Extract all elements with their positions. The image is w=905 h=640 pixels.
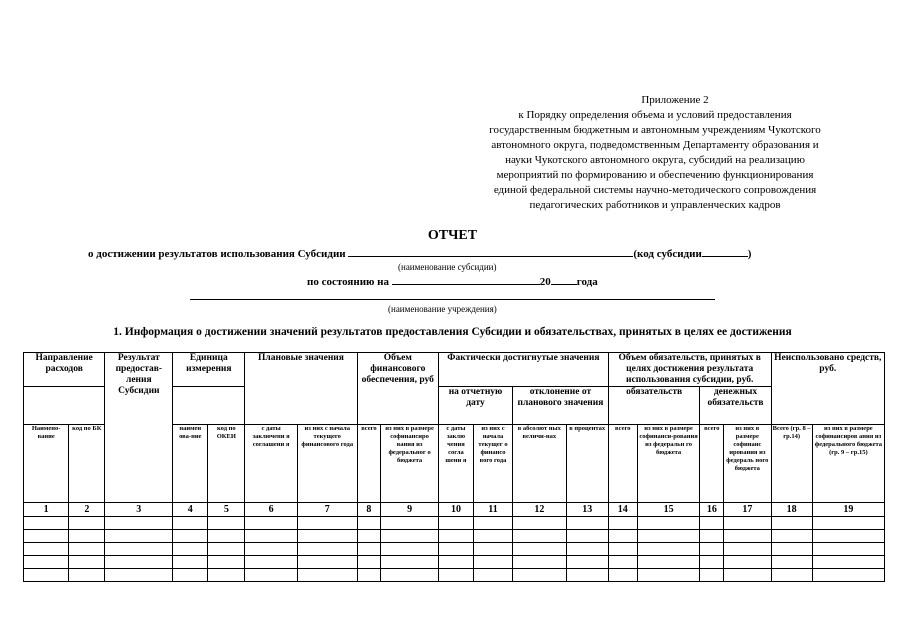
table-cell[interactable] (173, 569, 208, 582)
table-cell[interactable] (245, 556, 298, 569)
column-number: 5 (208, 503, 245, 517)
header-results: Результат предостав-ления Субсидии (105, 353, 173, 503)
header-obligations: Объем обязательств, принятых в целях достижения результата использования субсидии, руб. (608, 353, 771, 387)
header-planned: Плановые значения (245, 353, 357, 425)
subsidy-code-close: ) (747, 248, 752, 260)
subheader-cell: из них в размере софинанси-рования из федеральн го бюджета (637, 425, 700, 503)
institution-caption: (наименование учреждения) (388, 304, 497, 314)
report-date-line (307, 273, 598, 288)
column-number: 2 (69, 503, 105, 517)
appendix-block (440, 93, 870, 213)
table-cell[interactable] (24, 530, 69, 543)
table-cell[interactable] (245, 569, 298, 582)
table-row (24, 543, 885, 556)
appendix-line: науки Чукотского автономного округа, субсидий на реализацию (505, 154, 805, 166)
column-number: 8 (357, 503, 381, 517)
year-prefix: 20 (539, 276, 551, 288)
appendix-line: педагогических работников и управленческих кадров (529, 199, 781, 211)
section-title: 1. Информация о достижении значений результатов предоставления Субсидии и обязательствах, принятых в целях ее достижения (113, 326, 792, 338)
table-cell[interactable] (608, 543, 637, 556)
header-money: денежных обязательств (700, 387, 771, 425)
table-cell[interactable] (381, 530, 439, 543)
subheader-cell: с даты заклю чения согла шени я (438, 425, 473, 503)
table-cell[interactable] (357, 517, 381, 530)
table-cell[interactable] (608, 569, 637, 582)
table-cell[interactable] (297, 556, 357, 569)
table-cell[interactable] (566, 543, 608, 556)
table-cell[interactable] (513, 517, 567, 530)
subheader-cell: из них с начала текущего финансового года (297, 425, 357, 503)
column-number: 17 (724, 503, 771, 517)
subheader-cell: всего (700, 425, 724, 503)
table-cell[interactable] (438, 530, 473, 543)
table-cell[interactable] (513, 530, 567, 543)
table-cell[interactable] (173, 543, 208, 556)
table-cell[interactable] (700, 569, 724, 582)
subheader-cell: всего (357, 425, 381, 503)
institution-field[interactable] (190, 299, 715, 300)
table-cell[interactable] (438, 569, 473, 582)
table-cell[interactable] (473, 530, 512, 543)
header-at-date: на отчетную дату (438, 387, 512, 425)
table-cell[interactable] (24, 543, 69, 556)
table-cell[interactable] (637, 517, 700, 530)
subheader-cell: Всего (гр. 8 – гр.14) (771, 425, 812, 503)
table-cell[interactable] (700, 543, 724, 556)
column-number: 16 (700, 503, 724, 517)
table-cell[interactable] (105, 556, 173, 569)
table-cell[interactable] (208, 556, 245, 569)
table-cell[interactable] (771, 569, 812, 582)
appendix-title: Приложение 2 (641, 94, 709, 106)
column-number: 13 (566, 503, 608, 517)
header-unused: Неиспользовано средств, руб. (771, 353, 884, 425)
table-cell[interactable] (771, 543, 812, 556)
table-cell[interactable] (566, 517, 608, 530)
table-cell[interactable] (473, 569, 512, 582)
report-subsidy-line (88, 245, 751, 260)
table-cell[interactable] (69, 569, 105, 582)
table-cell[interactable] (608, 530, 637, 543)
data-rows (24, 517, 885, 582)
table-cell[interactable] (297, 530, 357, 543)
subheader-cell: из них в размере софинансиров ания из федерального бюджета (гр. 9 – гр.15) (812, 425, 884, 503)
table-cell[interactable] (608, 517, 637, 530)
table-cell[interactable] (566, 530, 608, 543)
table-cell[interactable] (24, 569, 69, 582)
table-cell[interactable] (173, 556, 208, 569)
subheader-cell: из них в размере софинанс ирования из федераль ного бюджета (724, 425, 771, 503)
table-cell[interactable] (812, 556, 884, 569)
column-number: 7 (297, 503, 357, 517)
header-actual: Фактически достигнутые значения (438, 353, 608, 387)
column-number: 11 (473, 503, 512, 517)
table-cell[interactable] (208, 569, 245, 582)
column-number: 3 (105, 503, 173, 517)
table-row (24, 517, 885, 530)
table-cell[interactable] (473, 517, 512, 530)
table-cell[interactable] (438, 517, 473, 530)
subheader-cell: наимен ова-ние (173, 425, 208, 503)
table-cell[interactable] (69, 556, 105, 569)
table-cell[interactable] (245, 543, 298, 556)
subheader-cell: в процентах (566, 425, 608, 503)
table-cell[interactable] (812, 569, 884, 582)
table-cell[interactable] (513, 543, 567, 556)
subsidy-label: о достижении результатов использования Субсидии (88, 248, 346, 260)
column-number: 14 (608, 503, 637, 517)
table-cell[interactable] (245, 530, 298, 543)
table-cell[interactable] (637, 543, 700, 556)
table-cell[interactable] (381, 543, 439, 556)
table-cell[interactable] (724, 517, 771, 530)
column-number: 18 (771, 503, 812, 517)
table-cell[interactable] (771, 556, 812, 569)
table-cell[interactable] (724, 569, 771, 582)
header-spacer (24, 387, 105, 425)
subsidy-caption: (наименование субсидии) (398, 262, 497, 272)
table-cell[interactable] (297, 543, 357, 556)
subheader-cell: в абсолют ных величи-нах (513, 425, 567, 503)
column-number: 1 (24, 503, 69, 517)
header-deviation: отклонение от планового значения (513, 387, 609, 425)
table-cell[interactable] (297, 569, 357, 582)
table-cell[interactable] (724, 556, 771, 569)
column-number: 10 (438, 503, 473, 517)
table-cell[interactable] (438, 556, 473, 569)
header-spacer (173, 387, 245, 425)
subheader-cell: всего (608, 425, 637, 503)
table-cell[interactable] (105, 569, 173, 582)
table-cell[interactable] (24, 517, 69, 530)
subsidy-name-field[interactable] (348, 245, 633, 257)
table-cell[interactable] (438, 543, 473, 556)
report-table (23, 352, 885, 582)
date-label: по состоянию на (307, 276, 390, 288)
table-cell[interactable] (473, 543, 512, 556)
subheader-cell: код по БК (69, 425, 105, 503)
table-cell[interactable] (208, 543, 245, 556)
table-cell[interactable] (473, 556, 512, 569)
column-number: 6 (245, 503, 298, 517)
table-cell[interactable] (771, 530, 812, 543)
column-number: 15 (637, 503, 700, 517)
header-obligations-sub: обязательств (608, 387, 700, 425)
table-cell[interactable] (24, 556, 69, 569)
table-cell[interactable] (357, 543, 381, 556)
table-cell[interactable] (105, 530, 173, 543)
table-cell[interactable] (637, 569, 700, 582)
header-directions: Направление расходов (24, 353, 105, 387)
appendix-line: мероприятий по формированию и обеспечению функционирования (496, 169, 814, 181)
subheader-cell: из них в размере софинансиро вания из федеральног о бюджета (381, 425, 439, 503)
table-cell[interactable] (69, 517, 105, 530)
table-cell[interactable] (208, 530, 245, 543)
table-cell[interactable] (381, 569, 439, 582)
appendix-line: к Порядку определения объема и условий предоставления (518, 109, 792, 121)
column-number: 4 (173, 503, 208, 517)
table-cell[interactable] (513, 556, 567, 569)
header-funding: Объем финансового обеспечения, руб (357, 353, 438, 425)
table-cell[interactable] (357, 530, 381, 543)
year-field[interactable] (551, 273, 577, 285)
table-cell[interactable] (381, 517, 439, 530)
table-cell[interactable] (724, 530, 771, 543)
table-row (24, 530, 885, 543)
column-number: 9 (381, 503, 439, 517)
table-row (24, 556, 885, 569)
column-number: 12 (513, 503, 567, 517)
table-cell[interactable] (724, 543, 771, 556)
table-cell[interactable] (566, 569, 608, 582)
column-number: 19 (812, 503, 884, 517)
subheader-cell: с даты заключени я соглашени я (245, 425, 298, 503)
appendix-line: автономного округа, подведомственным Департаменту образования и (491, 139, 819, 151)
table-cell[interactable] (566, 556, 608, 569)
subheader-cell: код по ОКЕИ (208, 425, 245, 503)
subheader-cell: Наимено-вание (24, 425, 69, 503)
table-cell[interactable] (608, 556, 637, 569)
table-cell[interactable] (700, 530, 724, 543)
table-cell[interactable] (357, 569, 381, 582)
table-cell[interactable] (69, 530, 105, 543)
table-cell[interactable] (812, 517, 884, 530)
table-cell[interactable] (245, 517, 298, 530)
subsidy-code-field[interactable] (702, 245, 748, 257)
column-numbers-row (24, 503, 885, 517)
table-cell[interactable] (69, 543, 105, 556)
date-field[interactable] (392, 273, 540, 285)
table-cell[interactable] (771, 517, 812, 530)
table-cell[interactable] (700, 517, 724, 530)
subsidy-code-label: (код субсидии (633, 248, 702, 260)
table-cell[interactable] (637, 530, 700, 543)
table-cell[interactable] (173, 517, 208, 530)
table-cell[interactable] (357, 556, 381, 569)
table-cell[interactable] (637, 556, 700, 569)
year-label: года (576, 276, 598, 288)
table-cell[interactable] (381, 556, 439, 569)
table-cell[interactable] (812, 530, 884, 543)
report-title: ОТЧЕТ (427, 228, 478, 243)
table-cell[interactable] (208, 517, 245, 530)
appendix-line: государственным бюджетным и автономным учреждениям Чукотского (489, 124, 821, 136)
table-cell[interactable] (513, 569, 567, 582)
table-cell[interactable] (812, 543, 884, 556)
appendix-line: единой федеральной системы научно-методического сопровождения (493, 184, 817, 196)
table-row (24, 569, 885, 582)
table-cell[interactable] (173, 530, 208, 543)
table-cell[interactable] (297, 517, 357, 530)
header-unit: Единица измерения (173, 353, 245, 387)
subheader-cell: из них с начала текущег о финансо вого года (473, 425, 512, 503)
table-cell[interactable] (105, 543, 173, 556)
table-cell[interactable] (700, 556, 724, 569)
table-cell[interactable] (105, 517, 173, 530)
